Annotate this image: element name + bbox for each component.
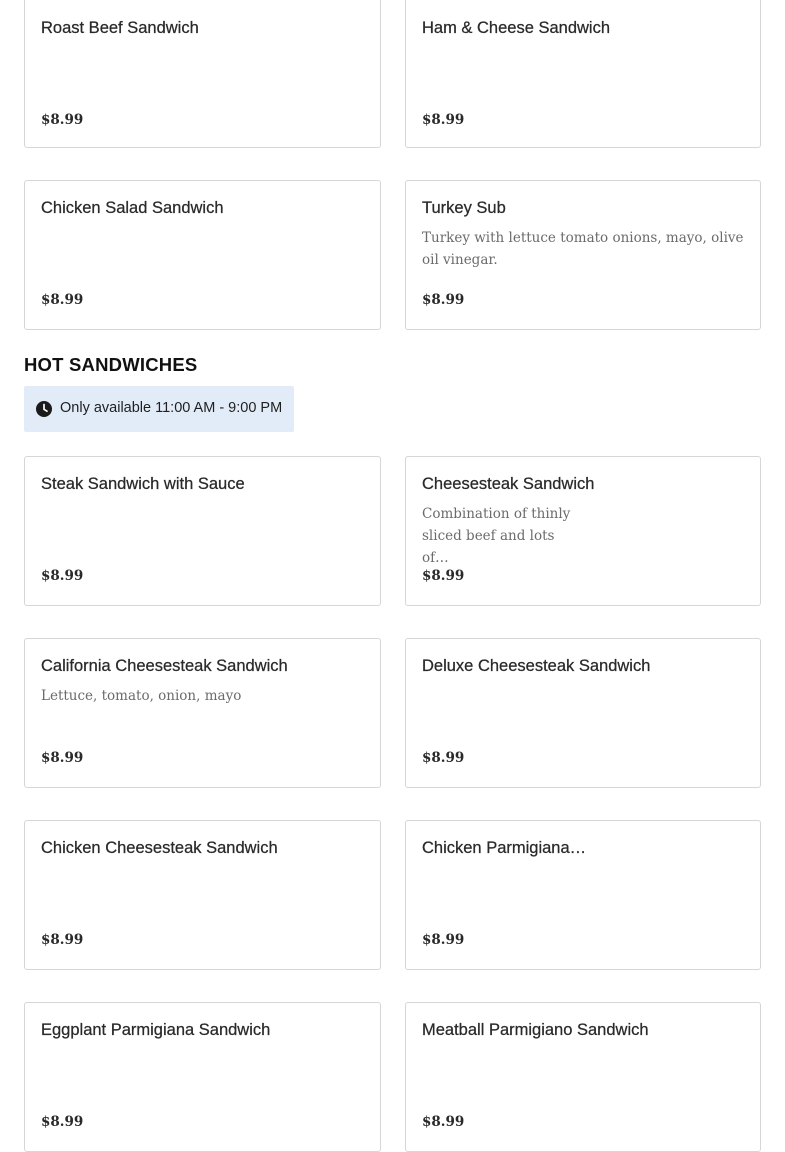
menu-item-name: Cheesesteak Sandwich (422, 475, 595, 493)
menu-item-name: Eggplant Parmigiana Sandwich (41, 1021, 271, 1039)
menu-item-price: $8.99 (422, 568, 465, 584)
menu-item-price: $8.99 (41, 112, 84, 128)
menu-item-card[interactable] (24, 180, 381, 330)
clock-icon (36, 401, 52, 417)
menu-item-card[interactable] (24, 1002, 381, 1152)
menu-item-card[interactable] (405, 0, 761, 148)
menu-item-price: $8.99 (41, 1114, 84, 1130)
menu-item-price: $8.99 (41, 292, 84, 308)
menu-item-price: $8.99 (422, 932, 465, 948)
menu-item-card[interactable] (24, 638, 381, 788)
menu-item-description: Lettuce, tomato, onion, mayo (41, 688, 242, 704)
menu-item-card[interactable] (405, 638, 761, 788)
menu-item-price: $8.99 (41, 568, 84, 584)
menu-item-price: $8.99 (422, 292, 465, 308)
menu-item-name: Ham & Cheese Sandwich (422, 19, 611, 37)
menu-item-name: California Cheesesteak Sandwich (41, 657, 288, 675)
menu-item-price: $8.99 (422, 1114, 465, 1130)
menu-item-name: Roast Beef Sandwich (41, 19, 199, 37)
menu-item-name: Steak Sandwich with Sauce (41, 475, 245, 493)
menu-item-name: Chicken Parmigiana… (422, 839, 587, 857)
menu-item-description: Turkey with lettuce tomato onions, mayo, olive oil vinegar. (422, 230, 744, 268)
menu-item-name: Chicken Salad Sandwich (41, 199, 224, 217)
availability-text: Only available 11:00 AM - 9:00 PM (60, 400, 283, 416)
menu-item-price: $8.99 (41, 750, 84, 766)
menu-item-card[interactable] (24, 820, 381, 970)
menu-item-card[interactable] (405, 456, 761, 606)
menu-item-card[interactable] (405, 820, 761, 970)
menu-item-price: $8.99 (422, 112, 465, 128)
menu-item-card[interactable] (24, 0, 381, 148)
menu-item-price: $8.99 (422, 750, 465, 766)
menu-item-name: Chicken Cheesesteak Sandwich (41, 839, 278, 857)
menu-item-card[interactable] (405, 1002, 761, 1152)
availability-banner (24, 386, 294, 432)
menu-item-description: Combination of thinly sliced beef and lots of… (422, 506, 571, 566)
menu-item-card[interactable] (405, 180, 761, 330)
menu-item-price: $8.99 (41, 932, 84, 948)
menu-item-name: Deluxe Cheesesteak Sandwich (422, 657, 651, 675)
menu-item-name: Meatball Parmigiano Sandwich (422, 1021, 649, 1039)
section-title: HOT SANDWICHES (24, 354, 198, 375)
menu-item-name: Turkey Sub (422, 199, 506, 217)
menu-item-card[interactable] (24, 456, 381, 606)
